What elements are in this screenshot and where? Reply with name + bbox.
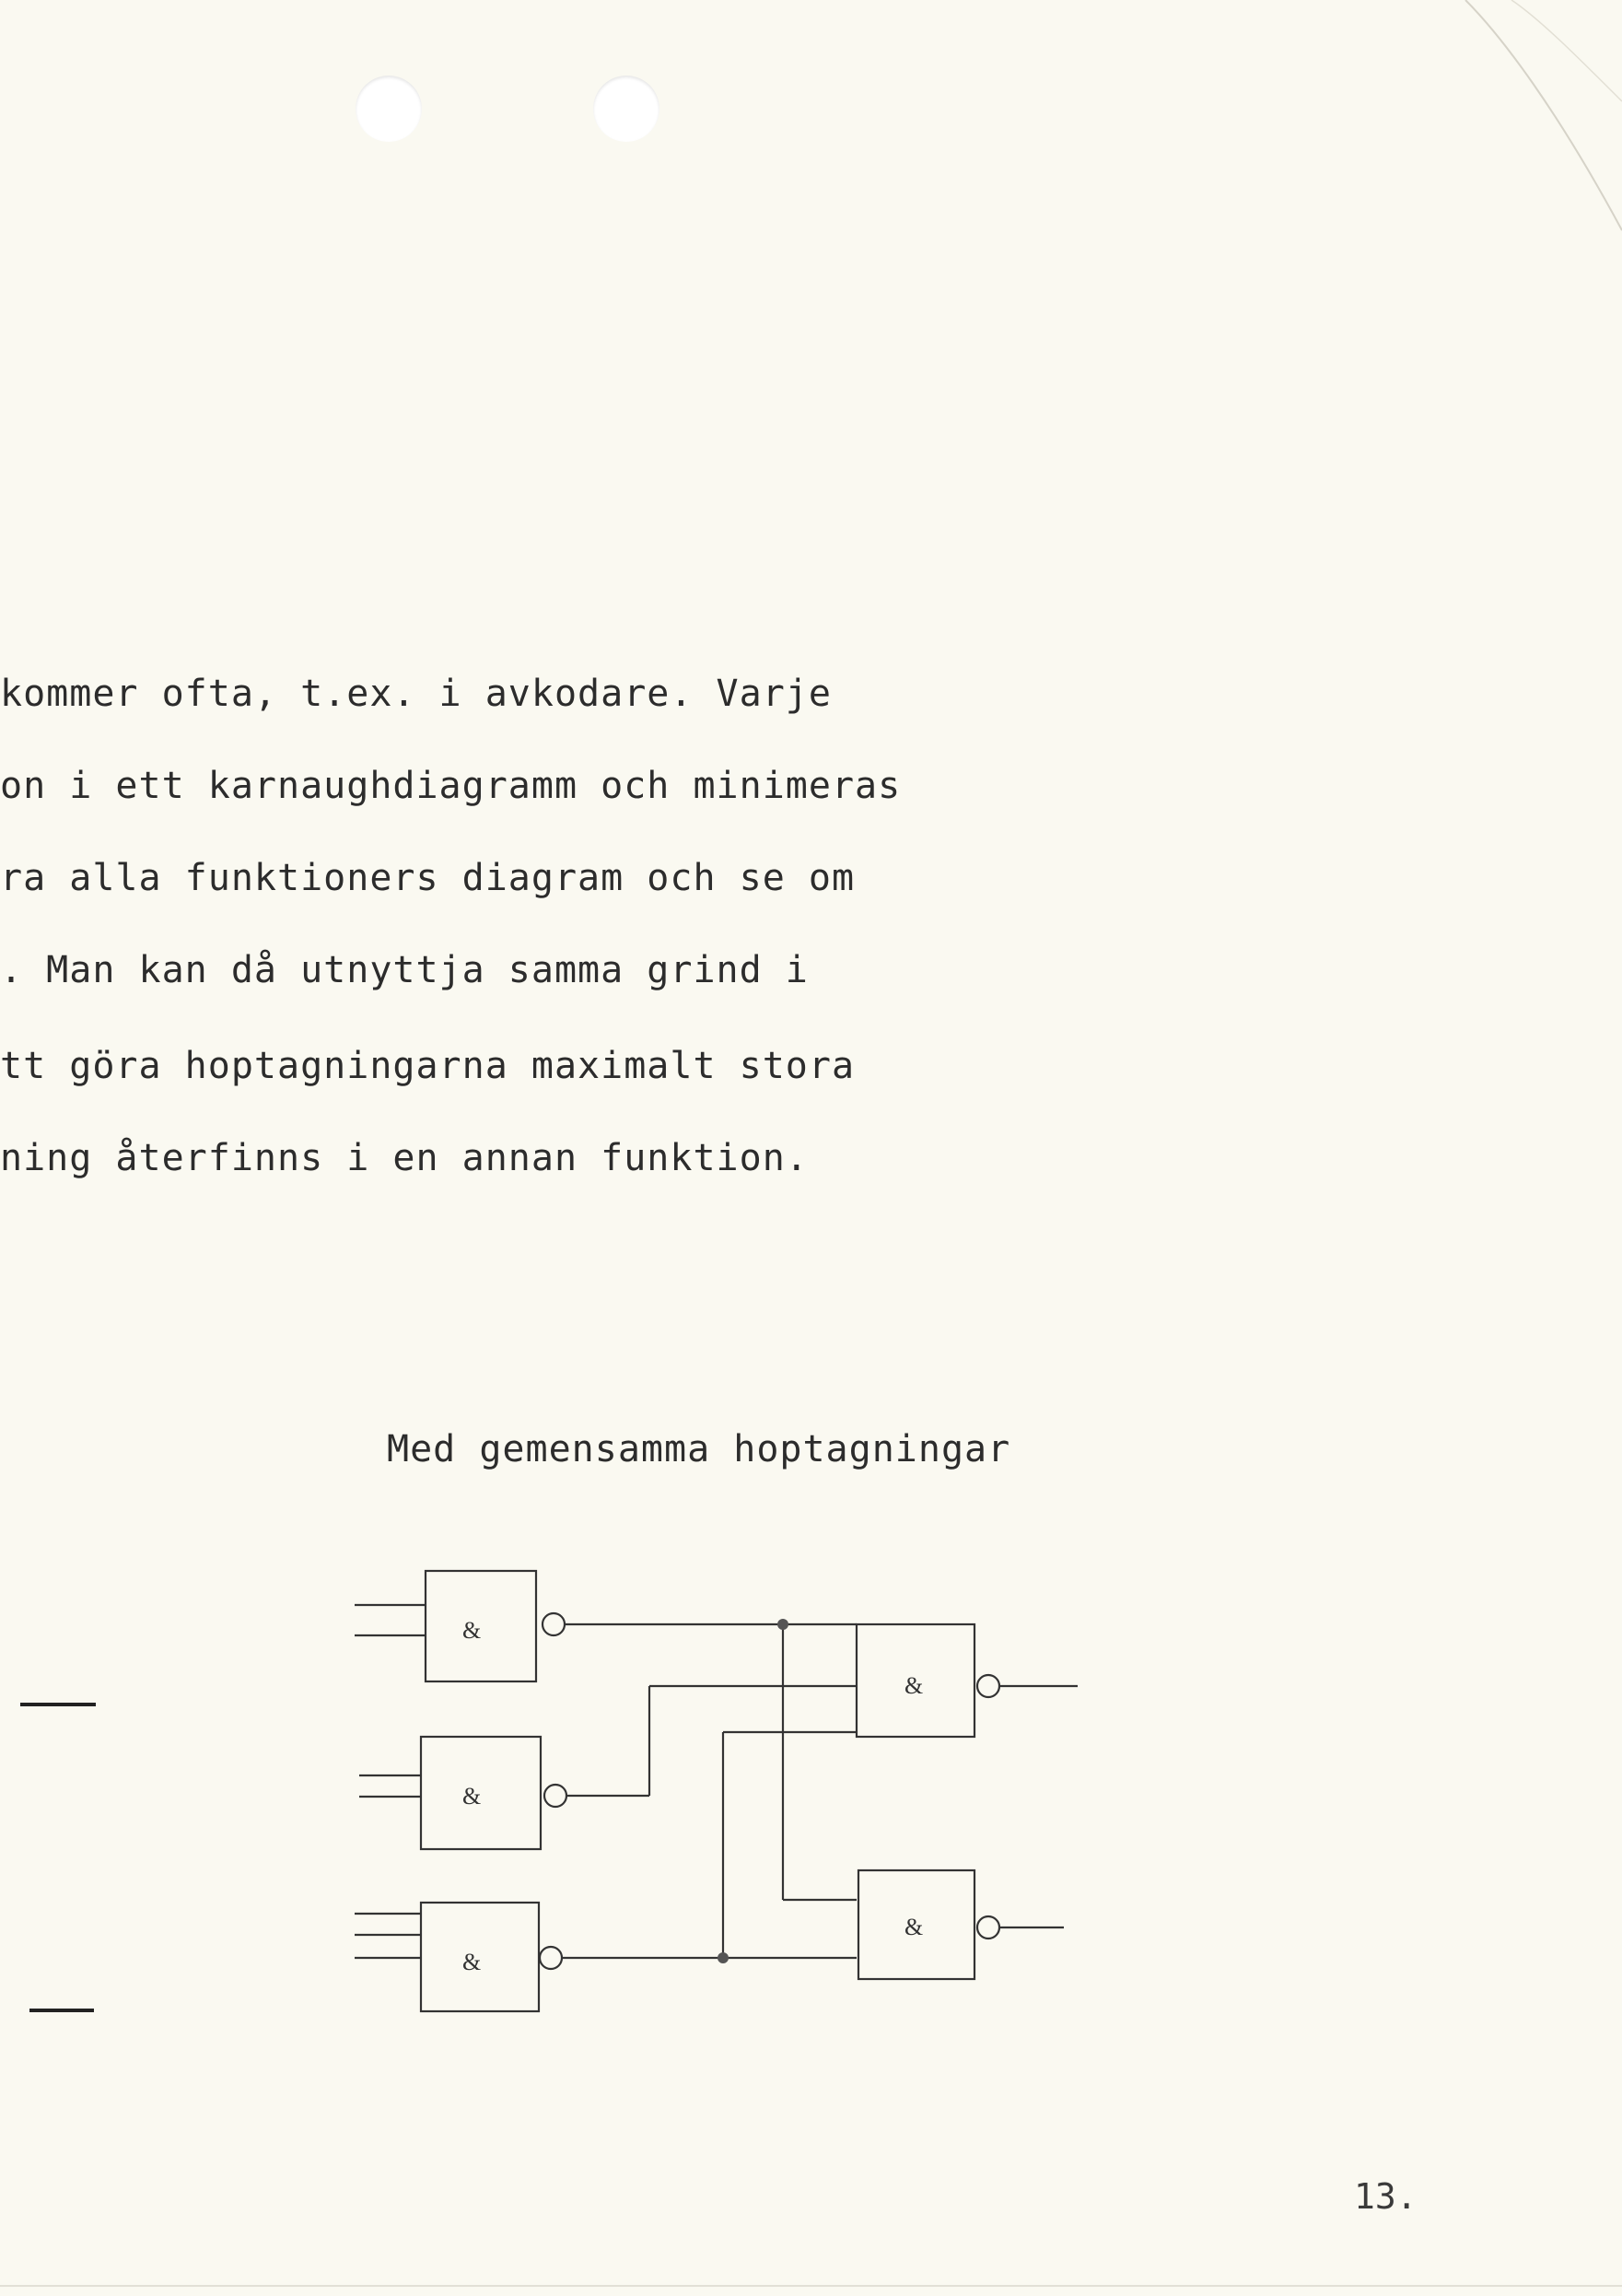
junction-dot xyxy=(718,1952,729,1963)
paragraph-line: . Man kan då utnyttja samma grind i xyxy=(0,949,809,991)
paragraph-line: kommer ofta, t.ex. i avkodare. Varje xyxy=(0,673,832,715)
corner-fold xyxy=(1327,0,1622,276)
gate-label: & xyxy=(462,1783,482,1810)
page-number: 13. xyxy=(1354,2176,1418,2217)
gate-label: & xyxy=(462,1617,482,1644)
paragraph-line: tt göra hoptagningarna maximalt stora xyxy=(0,1045,856,1087)
paragraph-line: ning återfinns i en annan funktion. xyxy=(0,1137,809,1179)
gate-label: & xyxy=(904,1672,924,1699)
gate-label: & xyxy=(462,1949,482,1975)
diagram-caption: Med gemensamma hoptagningar xyxy=(387,1428,1011,1470)
paragraph-line: ra alla funktioners diagram och se om xyxy=(0,857,856,899)
gate-label: & xyxy=(904,1914,924,1940)
paragraph-line: on i ett karnaughdiagramm och minimeras xyxy=(0,765,902,807)
logic-circuit-diagram xyxy=(0,1520,1622,2036)
junction-dot xyxy=(777,1619,788,1630)
punch-hole-left xyxy=(356,76,422,142)
punch-hole-right xyxy=(593,76,659,142)
footer-rule xyxy=(0,2285,1622,2287)
